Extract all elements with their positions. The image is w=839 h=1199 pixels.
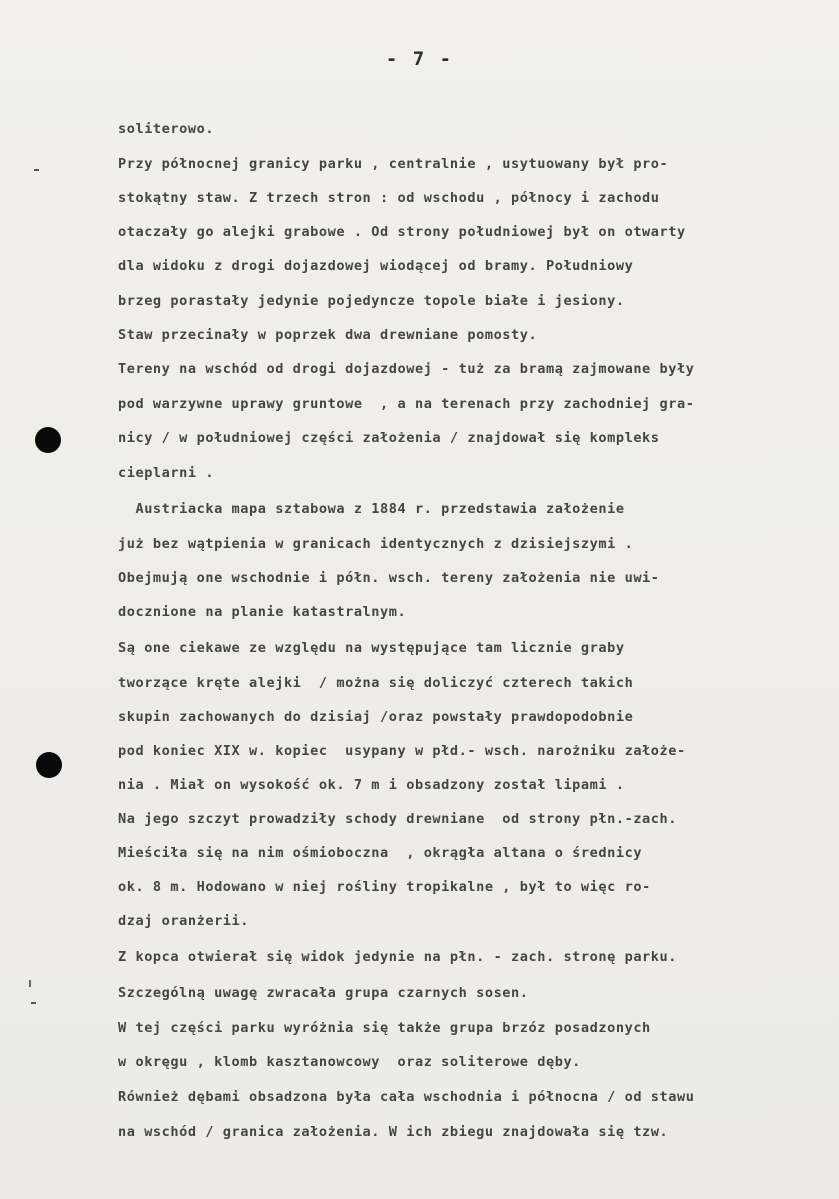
text-line: nicy / w południowej części założenia / znajdował się kompleks <box>118 430 660 446</box>
text-line: docznione na planie katastralnym. <box>118 604 407 620</box>
text-line: pod warzywne uprawy gruntowe , a na terenach przy zachodniej gra- <box>118 396 695 412</box>
text-line: Szczególną uwagę zwracała grupa czarnych sosen. <box>118 985 529 1001</box>
binder-hole <box>36 752 62 778</box>
text-line: Na jego szczyt prowadziły schody drewniane od strony płn.-zach. <box>118 811 677 827</box>
text-line: Tereny na wschód od drogi dojazdowej - tuż za bramą zajmowane były <box>118 361 695 377</box>
text-line: skupin zachowanych do dzisiaj /oraz powstały prawdopodobnie <box>118 709 634 725</box>
text-line: tworzące kręte alejki / można się doliczyć czterech takich <box>118 675 634 691</box>
text-line: Również dębami obsadzona była cała wschodnia i północna / od stawu <box>118 1089 695 1105</box>
text-line: Mieściła się na nim ośmioboczna , okrągła altana o średnicy <box>118 845 643 861</box>
text-line: W tej części parku wyróżnia się także grupa brzóz posadzonych <box>118 1020 651 1036</box>
text-line: dzaj oranżerii. <box>118 913 250 929</box>
page-number: - 7 - <box>385 48 454 70</box>
margin-mark <box>29 980 31 987</box>
text-line: dla widoku z drogi dojazdowej wiodącej od bramy. Południowy <box>118 258 634 274</box>
text-line: otaczały go alejki grabowe . Od strony południowej był on otwarty <box>118 224 686 240</box>
text-line: soliterowo. <box>118 121 215 137</box>
text-line: Staw przecinały w poprzek dwa drewniane pomosty. <box>118 327 538 343</box>
text-line: Austriacka mapa sztabowa z 1884 r. przedstawia założenie <box>118 501 625 517</box>
text-line: pod koniec XIX w. kopiec usypany w płd.- wsch. narożniku założe- <box>118 743 686 759</box>
binder-hole <box>35 427 61 453</box>
margin-mark <box>31 1002 36 1004</box>
text-line: cieplarni . <box>118 465 215 481</box>
text-line: brzeg porastały jedynie pojedyncze topole białe i jesiony. <box>118 293 625 309</box>
text-line: w okręgu , klomb kasztanowcowy oraz soliterowe dęby. <box>118 1054 581 1070</box>
text-line: Są one ciekawe ze względu na występujące tam licznie graby <box>118 640 625 656</box>
text-line: Przy północnej granicy parku , centralnie , usytuowany był pro- <box>118 156 669 172</box>
margin-mark <box>34 169 39 171</box>
text-line: ok. 8 m. Hodowano w niej rośliny tropikalne , był to więc ro- <box>118 879 651 895</box>
text-line: Z kopca otwierał się widok jedynie na płn. - zach. stronę parku. <box>118 949 677 965</box>
text-line: nia . Miał on wysokość ok. 7 m i obsadzony został lipami . <box>118 777 625 793</box>
text-line: już bez wątpienia w granicach identycznych z dzisiejszymi . <box>118 536 634 552</box>
text-line: Obejmują one wschodnie i półn. wsch. tereny założenia nie uwi- <box>118 570 660 586</box>
text-line: na wschód / granica założenia. W ich zbiegu znajdowała się tzw. <box>118 1124 669 1140</box>
text-line: stokątny staw. Z trzech stron : od wschodu , północy i zachodu <box>118 190 660 206</box>
